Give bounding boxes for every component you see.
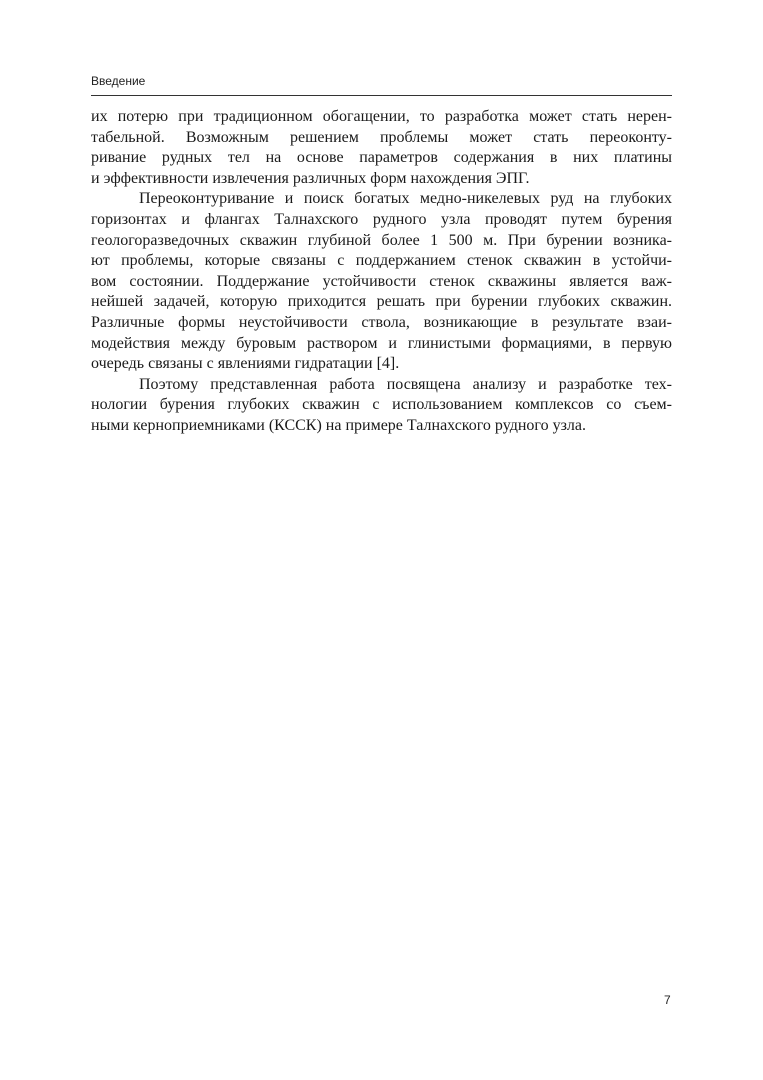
text-line: горизонтах и флангах Талнахского рудного узла проводят путем бурения <box>91 210 672 228</box>
text-line: ными керноприемниками (КССК) на примере Талнахского рудного узла. <box>91 416 586 434</box>
text-line: и эффективности извлечения различных форм нахождения ЭПГ. <box>91 169 530 187</box>
text-line: нологии бурения глубоких скважин с использованием комплексов со съем- <box>91 396 672 414</box>
paragraph <box>91 189 672 374</box>
header-rule <box>91 95 672 96</box>
paragraph <box>91 107 672 189</box>
text-line: табельной. Возможным решением проблемы может стать переоконту- <box>91 128 672 146</box>
text-line: Поэтому представленная работа посвящена анализу и разработке тех- <box>139 375 672 393</box>
text-line: модействия между буровым раствором и глинистыми формациями, в первую <box>91 334 672 352</box>
text-line: геологоразведочных скважин глубиной более 1 500 м. При бурении возника- <box>91 231 672 249</box>
paragraph <box>91 375 672 437</box>
text-line: очередь связаны с явлениями гидратации [4]. <box>91 355 400 373</box>
text-line: ют проблемы, которые связаны с поддержанием стенок скважин в устойчи- <box>91 252 672 270</box>
text-line: их потерю при традиционном обогащении, то разработка может стать нерен- <box>91 108 672 125</box>
body-text <box>91 107 672 437</box>
page-number: 7 <box>664 993 671 1007</box>
text-line: Различные формы неустойчивости ствола, возникающие в результате взаи- <box>91 313 672 331</box>
text-line: Переоконтуривание и поиск богатых медно-никелевых руд на глубоких <box>139 190 672 208</box>
text-line: вом состоянии. Поддержание устойчивости стенок скважины является важ- <box>91 272 672 290</box>
text-line: нейшей задачей, которую приходится решать при бурении глубоких скважин. <box>91 293 672 311</box>
text-line: ривание рудных тел на основе параметров содержания в них платины <box>91 149 672 167</box>
running-head: Введение <box>91 74 146 88</box>
